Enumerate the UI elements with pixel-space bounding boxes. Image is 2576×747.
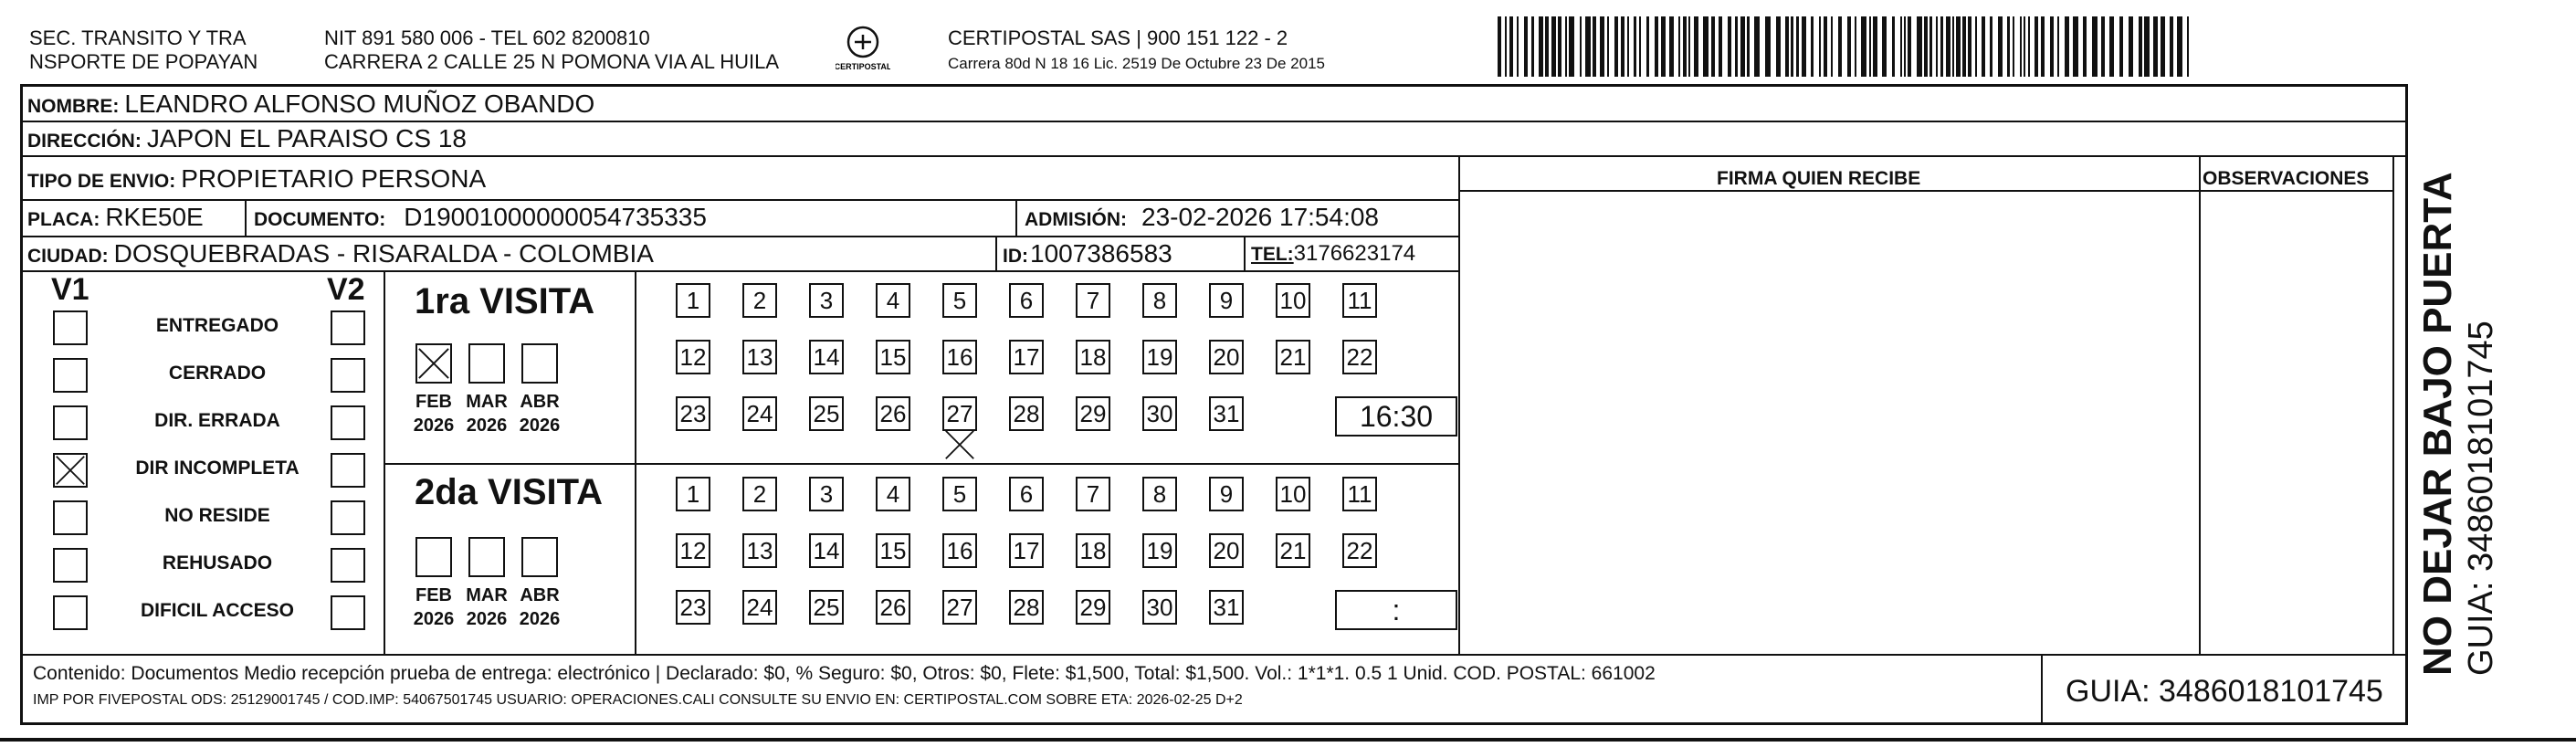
contenido-line: Contenido: Documentos Medio recepción prueba de entrega: electrónico | Declarado: $0, % Seguro: $0, Otros: $0, Flete: $1,500, Total: $1,500. Vol.: 1*1*1. 0.5 1 Unid. COD. POSTAL: 661002 [33,663,1656,684]
barcode-bar [1703,16,1709,77]
barcode-bar [1558,16,1561,77]
sender-org-line-1: SEC. TRANSITO Y TRA [29,26,247,49]
barcode-bar [1855,16,1856,77]
day-box[interactable]: 15 [876,340,910,374]
barcode-bar [2020,16,2022,77]
month-label: MAR [466,392,508,412]
admision-label: ADMISIÓN: [1025,209,1127,230]
barcode-bar [1936,16,1938,77]
v1-checkbox[interactable] [53,358,88,393]
barcode-bar [1838,16,1842,77]
direccion-label: DIRECCIÓN: [27,131,142,152]
barcode-bar [2109,16,2114,77]
day-box[interactable]: 7 [1076,477,1110,511]
day-box[interactable]: 14 [809,533,844,568]
day-box[interactable]: 6 [1009,477,1044,511]
barcode-bar [2024,16,2025,77]
barcode-bar [2035,16,2038,77]
barcode-bar [2119,16,2123,77]
barcode-bar [1819,16,1821,77]
month-checkbox[interactable] [468,343,505,384]
imp-line: IMP POR FIVEPOSTAL ODS: 25129001745 / COD.IMP: 54067501745 USUARIO: OPERACIONES.CALI CONSULTE SU ENVIO EN: CERTIPOSTAL.COM SOBRE ETA: 2026-02-25 D+2 [33,692,1243,708]
month-checkbox[interactable] [521,537,558,577]
day-box[interactable]: 22 [1342,533,1377,568]
sender-org-line-2: NSPORTE DE POPAYAN [29,50,258,73]
barcode-bar [1776,16,1781,77]
barcode [1498,16,2192,77]
barcode-bar [1924,16,1928,77]
barcode-bar [1861,16,1866,77]
day-box[interactable]: 3 [809,283,844,318]
barcode-bar [2139,16,2142,77]
barcode-bar [1873,16,1877,77]
day-box[interactable]: 18 [1076,340,1110,374]
id-row [1003,239,1172,268]
day-box[interactable]: 10 [1276,283,1310,318]
day-box[interactable]: 20 [1209,340,1244,374]
barcode-bar [2153,16,2158,77]
barcode-bar [2129,16,2133,77]
barcode-bar [1569,16,1574,77]
day-box[interactable]: 19 [1142,533,1177,568]
day-box[interactable]: 24 [742,590,777,625]
reason-label: DIR. ERRADA [154,410,280,431]
day-box[interactable]: 24 [742,396,777,431]
barcode-bar [1952,16,1954,77]
day-box[interactable]: 1 [676,283,710,318]
admision-row [1025,203,1379,232]
day-box[interactable]: 13 [742,340,777,374]
barcode-bar [1580,16,1582,77]
day-box[interactable]: 9 [1209,283,1244,318]
tel-value: 3176623174 [1293,241,1416,266]
day-box[interactable]: 30 [1142,396,1177,431]
barcode-bar [1747,16,1750,77]
barcode-bar [1802,16,1806,77]
barcode-bar [1811,16,1814,77]
barcode-bar [2073,16,2078,77]
barcode-bar [2170,16,2173,77]
day-box[interactable]: 31 [1209,590,1244,625]
tipo-envio-label: TIPO DE ENVIO: [27,171,176,192]
barcode-bar [1908,16,1911,77]
barcode-bar [1669,16,1674,77]
v2-checkbox[interactable] [331,358,365,393]
month-checkbox[interactable] [415,537,452,577]
barcode-bar [1646,16,1649,77]
barcode-bar [2083,16,2087,77]
barcode-bar [2050,16,2054,77]
v1-label: V1 [51,272,89,307]
day-box[interactable]: 23 [676,396,710,431]
barcode-bar [1900,16,1902,77]
day-box[interactable]: 10 [1276,477,1310,511]
barcode-bar [1998,16,2003,77]
v1-checkbox[interactable] [53,453,88,488]
ciudad-label: CIUDAD: [27,246,109,267]
year-label: 2026 [466,609,508,629]
month-label: FEB [415,585,452,605]
barcode-bar [2092,16,2098,77]
day-box[interactable]: 28 [1009,396,1044,431]
barcode-bar [1754,16,1760,77]
barcode-bar [1791,16,1793,77]
month-label: FEB [415,392,452,412]
direccion-row [27,124,467,153]
barcode-bar [2013,16,2014,77]
barcode-bar [1678,16,1680,77]
visit1-title: 1ra VISITA [415,281,595,321]
barcode-bar [2177,16,2182,77]
nombre-label: NOMBRE: [27,96,120,117]
barcode-bar [2187,16,2189,77]
barcode-bar [1509,16,1513,77]
no-dejar-bajo-puerta: NO DEJAR BAJO PUERTA [2415,172,2460,676]
day-box[interactable]: 25 [809,396,844,431]
day-box[interactable]: 6 [1009,283,1044,318]
reason-label: NO RESIDE [164,505,270,526]
address-line: CARRERA 2 CALLE 25 N POMONA VIA AL HUILA [324,50,780,73]
barcode-bar [1517,16,1519,77]
barcode-bar [1940,16,1943,77]
day-box[interactable]: 31 [1209,396,1244,431]
barcode-bar [1545,16,1549,77]
day-box[interactable]: 12 [676,340,710,374]
reason-label: REHUSADO [162,552,273,573]
ciudad-value: DOSQUEBRADAS - RISARALDA - COLOMBIA [113,239,654,268]
barcode-bar [1956,16,1961,77]
barcode-bar [1975,16,1977,77]
day-box[interactable]: 2 [742,283,777,318]
barcode-bar [1728,16,1731,77]
barcode-bar [1661,16,1666,77]
barcode-bar [1565,16,1567,77]
barcode-bar [1968,16,1971,77]
v1-checkbox[interactable] [53,310,88,345]
visit2-title: 2da VISITA [415,472,603,512]
time-box[interactable]: : [1335,590,1457,630]
day-box[interactable]: 28 [1009,590,1044,625]
v2-checkbox[interactable] [331,595,365,630]
barcode-bar [1621,16,1624,77]
reason-label: DIR INCOMPLETA [135,458,300,479]
v1-checkbox[interactable] [53,548,88,583]
barcode-bar [1614,16,1618,77]
nombre-value: LEANDRO ALFONSO MUÑOZ OBANDO [124,89,595,118]
barcode-bar [2144,16,2150,77]
day-box[interactable]: 2 [742,477,777,511]
tipo-envio-row [27,164,486,194]
admision-value: 23-02-2026 17:54:08 [1141,203,1379,231]
day-box[interactable]: 8 [1142,283,1177,318]
reason-label: ENTREGADO [155,315,279,336]
reason-label: DIFICIL ACCESO [140,600,294,621]
barcode-bar [1593,16,1596,77]
month-checkbox[interactable] [468,537,505,577]
month-checkbox[interactable] [521,343,558,384]
barcode-bar [1711,16,1715,77]
day-box[interactable]: 11 [1342,283,1377,318]
side-guia: GUIA: 3486018101745 [2462,321,2500,676]
id-value: 1007386583 [1030,239,1172,268]
day-box[interactable]: 16 [942,340,977,374]
day-box[interactable]: 11 [1342,477,1377,511]
v1-checkbox[interactable] [53,405,88,440]
barcode-bar [2057,16,2059,77]
nombre-row [27,89,594,119]
month-label: ABR [520,392,560,412]
certipostal-logo [836,24,890,75]
day-box[interactable]: 21 [1276,340,1310,374]
v2-checkbox[interactable] [331,548,365,583]
barcode-bar [1740,16,1745,77]
year-label: 2026 [466,416,508,436]
v1-checkbox[interactable] [53,500,88,535]
day-box[interactable]: 18 [1076,533,1110,568]
day-box[interactable]: 30 [1142,590,1177,625]
barcode-bar [1765,16,1771,77]
reason-label: CERRADO [168,363,267,384]
barcode-bar [1735,16,1738,77]
year-label: 2026 [519,609,561,629]
v2-checkbox[interactable] [331,453,365,488]
x-mark-icon [417,345,450,382]
time-box[interactable]: 16:30 [1335,396,1457,437]
barcode-bar [1585,16,1591,77]
barcode-bar [2161,16,2165,77]
barcode-bar [2007,16,2010,77]
barcode-bar [1627,16,1629,77]
day-box[interactable]: 17 [1009,340,1044,374]
day-box[interactable]: 7 [1076,283,1110,318]
barcode-bar [1531,16,1534,77]
year-label: 2026 [413,416,455,436]
barcode-bar [1796,16,1799,77]
day-box[interactable]: 27 [942,396,977,431]
barcode-bar [1847,16,1851,77]
barcode-bar [1683,16,1687,77]
x-mark-icon [944,429,975,460]
direccion-value: JAPON EL PARAISO CS 18 [146,124,467,153]
barcode-bar [2065,16,2069,77]
barcode-bar [1498,16,1501,77]
barcode-bar [2101,16,2105,77]
barcode-bar [1655,16,1658,77]
day-box[interactable]: 29 [1076,590,1110,625]
barcode-bar [1882,16,1887,77]
barcode-bar [1505,16,1507,77]
barcode-bar [1869,16,1871,77]
day-box[interactable]: 21 [1276,533,1310,568]
documento-value: D19001000000054735335 [404,203,707,231]
observaciones-label: OBSERVACIONES [2203,168,2370,189]
barcode-bar [1539,16,1543,77]
tel-label: TEL: [1251,244,1294,265]
documento-row [254,203,707,232]
month-checkbox[interactable] [415,343,452,384]
day-box[interactable]: 1 [676,477,710,511]
v2-checkbox[interactable] [331,310,365,345]
day-box[interactable]: 9 [1209,477,1244,511]
tipo-envio-value: PROPIETARIO PERSONA [181,164,487,193]
day-box[interactable]: 16 [942,533,977,568]
nit-line: NIT 891 580 006 - TEL 602 8200810 [324,26,650,49]
day-box[interactable]: 3 [809,477,844,511]
day-box[interactable]: 19 [1142,340,1177,374]
barcode-bar [2041,16,2045,77]
day-box[interactable]: 22 [1342,340,1377,374]
barcode-bar [1892,16,1895,77]
barcode-bar [2028,16,2030,77]
day-box[interactable]: 23 [676,590,710,625]
side-text [2415,172,2501,676]
company-line: CERTIPOSTAL SAS | 900 151 122 - 2 [948,26,1288,49]
logo-text: CERTIPOSTAL [836,62,890,71]
guia-box: GUIA: 3486018101745 [2066,674,2383,709]
day-box[interactable]: 8 [1142,477,1177,511]
barcode-bar [1688,16,1690,77]
day-box[interactable]: 25 [809,590,844,625]
barcode-bar [1929,16,1932,77]
ciudad-row [27,239,654,268]
x-mark-icon [55,455,86,486]
barcode-bar [1634,16,1636,77]
barcode-bar [1719,16,1722,77]
day-box[interactable]: 29 [1076,396,1110,431]
day-box[interactable]: 20 [1209,533,1244,568]
barcode-bar [1607,16,1609,77]
v2-checkbox[interactable] [331,405,365,440]
day-box[interactable]: 26 [876,396,910,431]
day-box[interactable]: 27 [942,590,977,625]
day-box[interactable]: 14 [809,340,844,374]
barcode-bar [1962,16,1966,77]
barcode-bar [1904,16,1906,77]
barcode-bar [1551,16,1556,77]
day-box[interactable]: 5 [942,477,977,511]
barcode-bar [1982,16,1985,77]
month-label: ABR [520,585,560,605]
barcode-bar [1824,16,1827,77]
day-box[interactable]: 4 [876,477,910,511]
day-box[interactable]: 17 [1009,533,1044,568]
firma-label: FIRMA QUIEN RECIBE [1717,168,1921,189]
barcode-bar [1990,16,1992,77]
barcode-bar [1917,16,1922,77]
year-label: 2026 [413,609,455,629]
barcode-bar [1785,16,1789,77]
placa-value: RKE50E [105,203,204,231]
day-box[interactable]: 4 [876,283,910,318]
placa-label: PLACA: [27,209,100,230]
month-label: MAR [466,585,508,605]
day-box[interactable]: 15 [876,533,910,568]
day-box[interactable]: 12 [676,533,710,568]
day-box[interactable]: 26 [876,590,910,625]
id-label: ID: [1003,246,1028,267]
tel-row [1251,241,1415,267]
placa-row [27,203,204,232]
documento-label: DOCUMENTO: [254,209,386,230]
day-box[interactable]: 5 [942,283,977,318]
barcode-bar [1831,16,1833,77]
barcode-bar [1694,16,1698,77]
barcode-bar [1600,16,1604,77]
v1-checkbox[interactable] [53,595,88,630]
v2-label: V2 [327,272,365,307]
barcode-bar [1639,16,1641,77]
v2-checkbox[interactable] [331,500,365,535]
barcode-bar [1524,16,1528,77]
barcode-bar [1946,16,1950,77]
license-line: Carrera 80d N 18 16 Lic. 2519 De Octubre 23 De 2015 [948,55,1325,72]
year-label: 2026 [519,416,561,436]
day-box[interactable]: 13 [742,533,777,568]
